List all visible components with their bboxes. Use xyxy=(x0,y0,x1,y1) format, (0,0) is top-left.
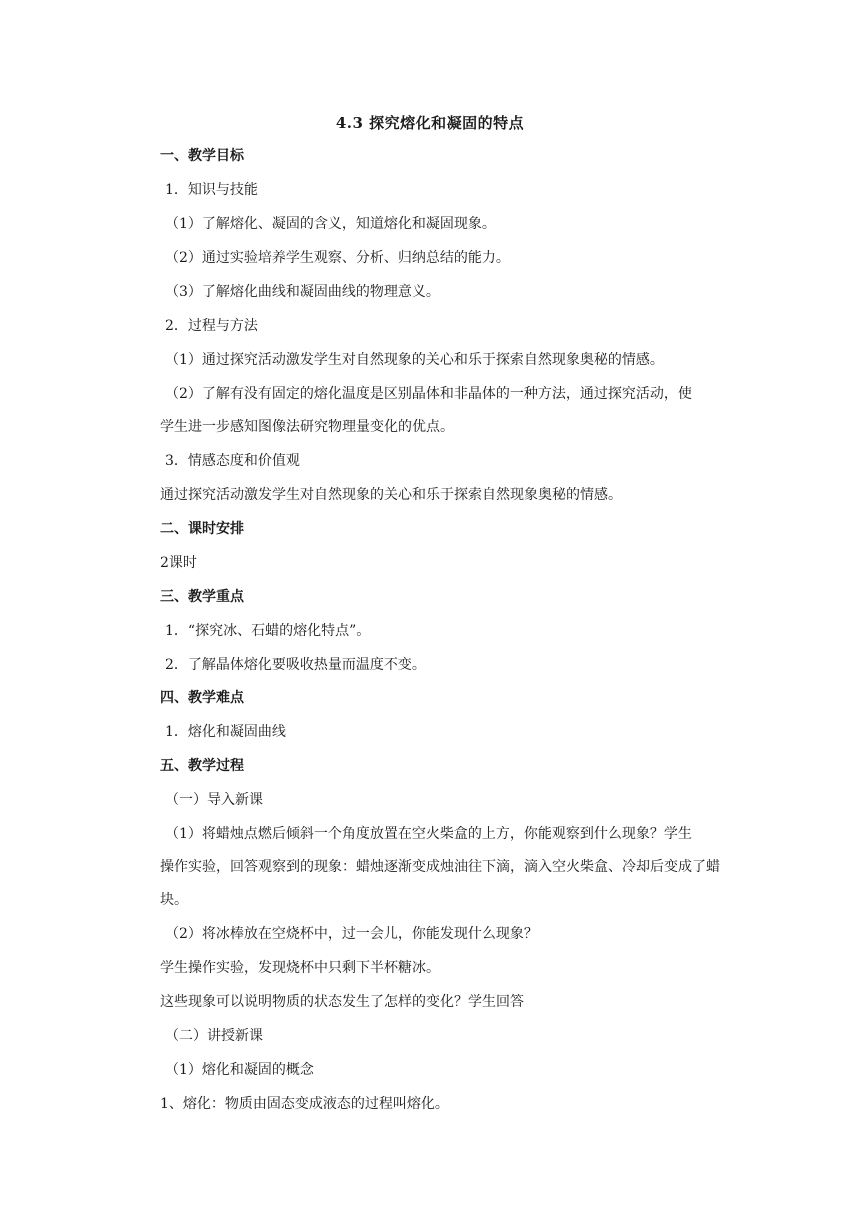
paragraph: 2．了解晶体熔化要吸收热量而温度不变。 xyxy=(165,657,426,673)
paragraph: （2）通过实验培养学生观察、分析、归纳总结的能力。 xyxy=(165,250,510,266)
paragraph-continuation: 块。 xyxy=(160,892,188,908)
paragraph-continuation: 学生进一步感知图像法研究物理量变化的优点。 xyxy=(160,419,454,435)
paragraph: （1）熔化和凝固的概念 xyxy=(165,1062,314,1078)
paragraph: （2）了解有没有固定的熔化温度是区别晶体和非晶体的一种方法，通过探究活动，使 xyxy=(165,386,692,402)
paragraph: （2）将冰棒放在空烧杯中，过一会儿，你能发现什么现象？ xyxy=(165,926,538,942)
paragraph: （3）了解熔化曲线和凝固曲线的物理意义。 xyxy=(165,284,440,300)
paragraph: 通过探究活动激发学生对自然现象的关心和乐于探索自然现象奥秘的情感。 xyxy=(160,487,622,503)
section-heading-difficulties: 四、教学难点 xyxy=(160,690,244,706)
section-heading-process: 五、教学过程 xyxy=(160,758,244,774)
paragraph: 这些现象可以说明物质的状态发生了怎样的变化？学生回答 xyxy=(160,994,524,1010)
paragraph: （1）将蜡烛点燃后倾斜一个角度放置在空火柴盒的上方，你能观察到什么现象？学生 xyxy=(165,826,692,842)
paragraph: 1．“探究冰、石蜡的熔化特点”。 xyxy=(165,623,371,639)
section-heading-key-points: 三、教学重点 xyxy=(160,589,244,605)
document-title: 4.3 探究熔化和凝固的特点 xyxy=(335,114,525,132)
paragraph: 1、熔化：物质由固态变成液态的过程叫熔化。 xyxy=(160,1096,449,1112)
subheading-knowledge-skills: 1．知识与技能 xyxy=(165,182,258,198)
paragraph: 1．熔化和凝固曲线 xyxy=(165,724,286,740)
paragraph: （1）了解熔化、凝固的含义，知道熔化和凝固现象。 xyxy=(165,216,496,232)
section-heading-schedule: 二、课时安排 xyxy=(160,521,244,537)
subheading-intro: （一）导入新课 xyxy=(165,792,263,808)
subheading-new-lesson: （二）讲授新课 xyxy=(165,1028,263,1044)
paragraph-continuation: 操作实验，回答观察到的现象：蜡烛逐渐变成烛油往下滴，滴入空火柴盒、冷却后变成了蜡 xyxy=(160,859,720,875)
subheading-process-method: 2．过程与方法 xyxy=(165,318,258,334)
paragraph: 学生操作实验，发现烧杯中只剩下半杯糖冰。 xyxy=(160,960,440,976)
paragraph: 2课时 xyxy=(160,555,197,571)
paragraph: （1）通过探究活动激发学生对自然现象的关心和乐于探索自然现象奥秘的情感。 xyxy=(165,352,664,368)
subheading-attitude-values: 3．情感态度和价值观 xyxy=(165,453,300,469)
section-heading-objectives: 一、教学目标 xyxy=(160,148,244,164)
